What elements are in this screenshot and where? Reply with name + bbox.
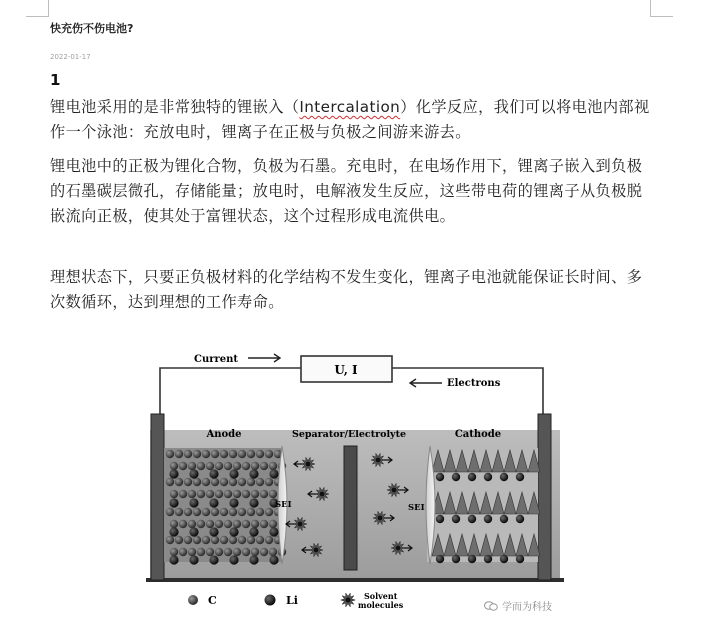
lithium-atom xyxy=(484,515,492,523)
carbon-atom xyxy=(260,520,268,528)
lithium-atom xyxy=(468,473,476,481)
cathode-layers xyxy=(427,448,540,563)
carbon-atom xyxy=(269,490,277,498)
lithium-atom xyxy=(189,469,198,478)
legend-solvent-label-1: Solvent xyxy=(364,591,398,601)
lithium-atom xyxy=(249,555,258,564)
carbon-atom xyxy=(265,450,273,458)
carbon-atom xyxy=(179,548,187,556)
carbon-atom xyxy=(233,520,241,528)
carbon-atom xyxy=(220,478,228,486)
carbon-atom xyxy=(229,536,237,544)
carbon-atom xyxy=(211,536,219,544)
carbon-atom xyxy=(179,520,187,528)
paragraph-3: 理想状态下，只要正负极材料的化学结构不发生变化，锂离子电池就能保证长时间、多次数循环，达到理想的工作寿命。 xyxy=(50,268,643,311)
lithium-atom xyxy=(189,555,198,564)
paragraph-1-start: 锂电池采用的是非常独特的锂嵌入（ xyxy=(50,98,300,116)
carbon-atom xyxy=(247,450,255,458)
page-corner-mark-left xyxy=(26,0,49,17)
carbon-atom xyxy=(229,450,237,458)
legend-li-swatch xyxy=(265,595,276,606)
carbon-atom xyxy=(170,520,178,528)
lithium-atom xyxy=(229,555,238,564)
carbon-atom xyxy=(166,536,174,544)
carbon-atom xyxy=(251,462,259,470)
legend-li-label: Li xyxy=(286,594,298,607)
watermark-text: 学而为科技 xyxy=(502,602,552,613)
current-arrow xyxy=(248,354,280,362)
carbon-atom xyxy=(238,508,246,516)
paragraph-1-end: ）化学反应，我们可以将电池内部视作一个泳池：充放电时，锂离子在正极与负极之间游来游去。 xyxy=(50,98,650,141)
lithium-atom xyxy=(516,515,524,523)
lithium-atom xyxy=(468,555,476,563)
electrons-label: Electrons xyxy=(447,378,501,389)
carbon-atom xyxy=(197,490,205,498)
lithium-atom xyxy=(516,473,524,481)
current-label: Current xyxy=(194,354,239,365)
lithium-atom xyxy=(484,555,492,563)
carbon-atom xyxy=(211,450,219,458)
lithium-atom xyxy=(169,469,178,478)
carbon-atom xyxy=(184,450,192,458)
legend-c-swatch xyxy=(188,595,198,605)
lithium-atom xyxy=(500,473,508,481)
legend-solvent-swatch xyxy=(341,593,356,607)
carbon-atom xyxy=(238,536,246,544)
carbon-atom xyxy=(197,520,205,528)
lithium-atom xyxy=(516,555,524,563)
carbon-atom xyxy=(242,548,250,556)
carbon-atom xyxy=(202,508,210,516)
paragraph-1 xyxy=(50,95,650,145)
separator-label: Separator/Electrolyte xyxy=(291,429,407,440)
solvent-molecule xyxy=(341,593,356,607)
carbon-atom xyxy=(184,508,192,516)
carbon-atom xyxy=(247,478,255,486)
carbon-atom xyxy=(170,462,178,470)
carbon-atom xyxy=(238,478,246,486)
lithium-atom xyxy=(169,498,178,507)
carbon-atom xyxy=(233,490,241,498)
carbon-atom xyxy=(265,536,273,544)
legend-solvent-label-2: molecules xyxy=(358,600,404,610)
lithium-atom xyxy=(436,515,444,523)
carbon-atom xyxy=(242,490,250,498)
carbon-atom xyxy=(211,478,219,486)
separator xyxy=(344,446,357,570)
lithium-atom xyxy=(452,555,460,563)
carbon-atom xyxy=(166,508,174,516)
sei-label-anode: SEI xyxy=(275,500,292,510)
carbon-atom xyxy=(170,490,178,498)
carbon-atom xyxy=(233,548,241,556)
carbon-atom xyxy=(242,462,250,470)
carbon-atom xyxy=(211,508,219,516)
carbon-atom xyxy=(238,450,246,458)
carbon-atom xyxy=(229,478,237,486)
carbon-atom xyxy=(215,490,223,498)
carbon-atom xyxy=(260,490,268,498)
lithium-atom xyxy=(500,515,508,523)
anode-label: Anode xyxy=(206,429,242,440)
carbon-atom xyxy=(269,462,277,470)
carbon-atom xyxy=(256,536,264,544)
carbon-atom xyxy=(202,450,210,458)
carbon-atom xyxy=(224,462,232,470)
lithium-atom xyxy=(229,469,238,478)
carbon-atom xyxy=(256,478,264,486)
paragraph-2: 锂电池中的正极为锂化合物，负极为石墨。充电时，在电场作用下，锂离子嵌入到负极的石墨碳层微孔，存储能量；放电时，电解液发生反应，这些带电荷的锂离子从负极脱嵌流向正极，使其处于富锂状态，这个过程形成电流供电。 xyxy=(50,157,643,225)
lithium-atom xyxy=(209,498,218,507)
lithium-atom xyxy=(452,473,460,481)
carbon-atom xyxy=(206,548,214,556)
lithium-atom xyxy=(209,469,218,478)
carbon-atom xyxy=(206,490,214,498)
legend-c-label: C xyxy=(208,594,217,607)
carbon-atom xyxy=(224,490,232,498)
page-corner-mark-right xyxy=(650,0,673,17)
carbon-atom xyxy=(224,520,232,528)
meter-label: U, I xyxy=(334,363,358,377)
lithium-atom xyxy=(189,498,198,507)
carbon-atom xyxy=(251,520,259,528)
carbon-atom xyxy=(197,548,205,556)
carbon-atom xyxy=(175,478,183,486)
carbon-atom xyxy=(242,520,250,528)
carbon-atom xyxy=(229,508,237,516)
carbon-atom xyxy=(193,508,201,516)
lithium-atom xyxy=(436,473,444,481)
carbon-atom xyxy=(215,520,223,528)
lithium-atom xyxy=(249,498,258,507)
carbon-atom xyxy=(166,478,174,486)
carbon-atom xyxy=(206,520,214,528)
carbon-atom xyxy=(260,548,268,556)
lithium-atom xyxy=(500,555,508,563)
carbon-atom xyxy=(220,536,228,544)
article-title: 快充伤不伤电池? xyxy=(50,22,134,35)
carbon-atom xyxy=(184,536,192,544)
carbon-atom xyxy=(193,450,201,458)
battery-diagram xyxy=(140,342,570,624)
lithium-atom xyxy=(209,527,218,536)
carbon-atom xyxy=(193,536,201,544)
carbon-atom xyxy=(233,462,241,470)
lithium-atom xyxy=(484,473,492,481)
lithium-atom xyxy=(452,515,460,523)
carbon-atom xyxy=(175,450,183,458)
carbon-atom xyxy=(256,450,264,458)
lithium-atom xyxy=(169,555,178,564)
carbon-atom xyxy=(247,508,255,516)
lithium-atom xyxy=(468,515,476,523)
carbon-atom xyxy=(188,520,196,528)
carbon-atom xyxy=(179,490,187,498)
carbon-atom xyxy=(224,548,232,556)
wechat-icon xyxy=(484,601,498,611)
lithium-atom xyxy=(189,527,198,536)
section-number: 1 xyxy=(50,71,61,89)
carbon-atom xyxy=(220,450,228,458)
carbon-atom xyxy=(166,450,174,458)
carbon-atom xyxy=(260,462,268,470)
cell-frame xyxy=(146,578,564,582)
lithium-atom xyxy=(269,555,278,564)
carbon-atom xyxy=(184,478,192,486)
carbon-atom xyxy=(215,548,223,556)
lithium-atom xyxy=(269,469,278,478)
carbon-atom xyxy=(220,508,228,516)
lithium-atom xyxy=(269,527,278,536)
carbon-atom xyxy=(175,508,183,516)
sei-label-cathode: SEI xyxy=(408,503,425,513)
carbon-atom xyxy=(202,478,210,486)
intercalation-term: Intercalation xyxy=(299,98,401,116)
carbon-atom xyxy=(269,548,277,556)
anode-current-collector xyxy=(151,414,164,580)
electrons-arrow xyxy=(410,379,442,387)
carbon-atom xyxy=(188,490,196,498)
carbon-atom xyxy=(170,548,178,556)
anode-graphite xyxy=(164,448,286,565)
carbon-atom xyxy=(269,520,277,528)
lithium-atom xyxy=(209,555,218,564)
wechat-watermark xyxy=(484,598,552,613)
carbon-atom xyxy=(206,462,214,470)
lithium-atom xyxy=(229,498,238,507)
carbon-atom xyxy=(215,462,223,470)
lithium-atom xyxy=(249,469,258,478)
lithium-atom xyxy=(229,527,238,536)
lithium-atom xyxy=(436,555,444,563)
carbon-atom xyxy=(265,478,273,486)
lithium-atom xyxy=(249,527,258,536)
carbon-atom xyxy=(251,490,259,498)
article-date: 2022-01-17 xyxy=(50,53,91,61)
carbon-atom xyxy=(256,508,264,516)
carbon-atom xyxy=(188,548,196,556)
carbon-atom xyxy=(197,462,205,470)
carbon-atom xyxy=(179,462,187,470)
carbon-atom xyxy=(247,536,255,544)
cathode-label: Cathode xyxy=(454,429,502,440)
carbon-atom xyxy=(193,478,201,486)
carbon-atom xyxy=(251,548,259,556)
carbon-atom xyxy=(265,508,273,516)
carbon-atom xyxy=(175,536,183,544)
lithium-atom xyxy=(169,527,178,536)
carbon-atom xyxy=(202,536,210,544)
carbon-atom xyxy=(188,462,196,470)
